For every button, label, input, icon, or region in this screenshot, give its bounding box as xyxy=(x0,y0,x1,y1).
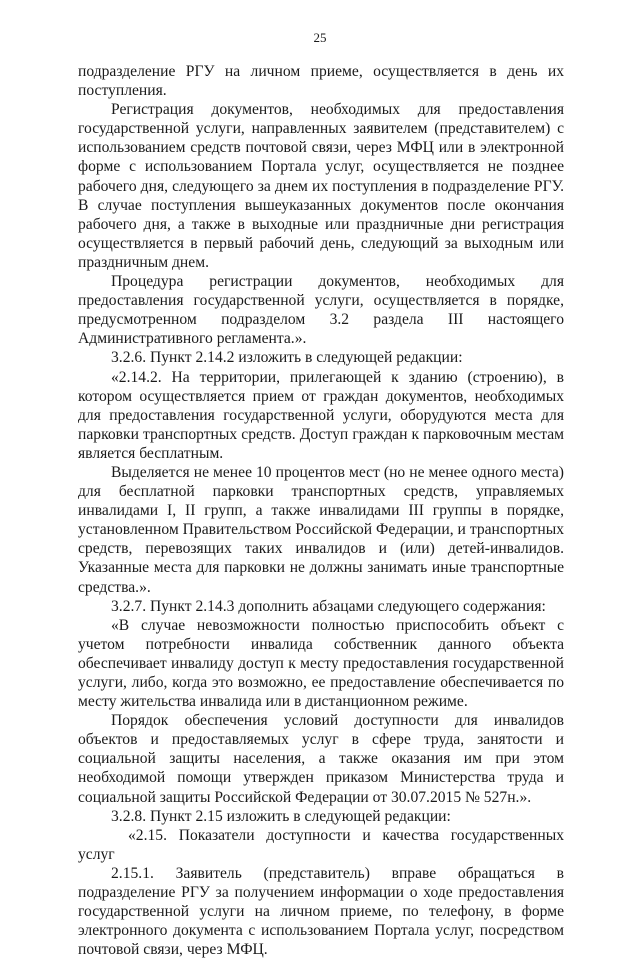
paragraph-2-15-heading: «2.15. Показатели доступности и качества государственных услуг xyxy=(78,826,564,863)
paragraph-amendment-3-2-8: 3.2.8. Пункт 2.15 изложить в следующей редакции: xyxy=(111,807,451,825)
paragraph-registration: Регистрация документов, необходимых для предоставления государственной услуги, направленных заявителем (представителем) с использованием средств почтовой связи, через МФЦ или в электронной форме с использованием Портала услуг, осуществляется не позднее рабочего дня, следующего за днем их поступления в подразделение РГУ. В случае поступления вышеуказанных документов после окончания рабочего дня, а также в выходные или праздничные дни регистрация осуществляется в первый рабочий день, следующий за выходным или праздничным днем. xyxy=(78,101,564,271)
paragraph-2-14-2: «2.14.2. На территории, прилегающей к зданию (строению), в котором осуществляется прием от граждан документов, необходимых для предоставления государственной услуги, оборудуются места для парковки транспортных средств. Доступ граждан к парковочным местам является бесплатным. xyxy=(78,368,564,462)
paragraph-amendment-3-2-7: 3.2.7. Пункт 2.14.3 дополнить абзацами следующего содержания: xyxy=(111,597,546,615)
page-number: 25 xyxy=(313,30,327,45)
document-body xyxy=(78,62,564,959)
paragraph-amendment-3-2-6: 3.2.6. Пункт 2.14.2 изложить в следующей редакции: xyxy=(111,349,463,367)
paragraph-accessibility-order: Порядок обеспечения условий доступности для инвалидов объектов и предоставляемых услуг в сфере труда, занятости и социальной защиты населения, а также оказания им при этом необходимой помощи утвержден приказом Министерства труда и социальной защиты Российской Федерации от 30.07.2015 № 527н.». xyxy=(78,712,564,806)
paragraph-parking-places: Выделяется не менее 10 процентов мест (но не менее одного места) для бесплатной парковки транспортных средств, управляемых инвалидами I, II групп, а также инвалидами III группы в порядке, установленном Правительством Российской Федерации, и транспортных средств, перевозящих таких инвалидов и (или) детей-инвалидов. Указанные места для парковки не должны занимать иные транспортные средства.». xyxy=(78,463,564,596)
paragraph-object-access: «В случае невозможности полностью приспособить объект с учетом потребности инвалида собственник данного объекта обеспечивает инвалиду доступ к месту предоставления государственной услуги, либо, когда это возможно, ее предоставление обеспечивается по месту жительства инвалида или в дистанционном режиме. xyxy=(78,616,564,711)
paragraph-procedure: Процедура регистрации документов, необходимых для предоставления государственной услуги, осуществляется в порядке, предусмотренном подразделом 3.2 раздела III настоящего Административного регламента.». xyxy=(78,273,564,348)
paragraph-2-15-1: 2.15.1. Заявитель (представитель) вправе обращаться в подразделение РГУ за получением информации о ходе предоставления государственной услуги на личном приеме, по телефону, в форме электронного документа с использованием Портала услуг, посредством почтовой связи, через МФЦ. xyxy=(78,864,564,959)
paragraph-continuation: подразделение РГУ на личном приеме, осуществляется в день их поступления. xyxy=(78,63,564,100)
